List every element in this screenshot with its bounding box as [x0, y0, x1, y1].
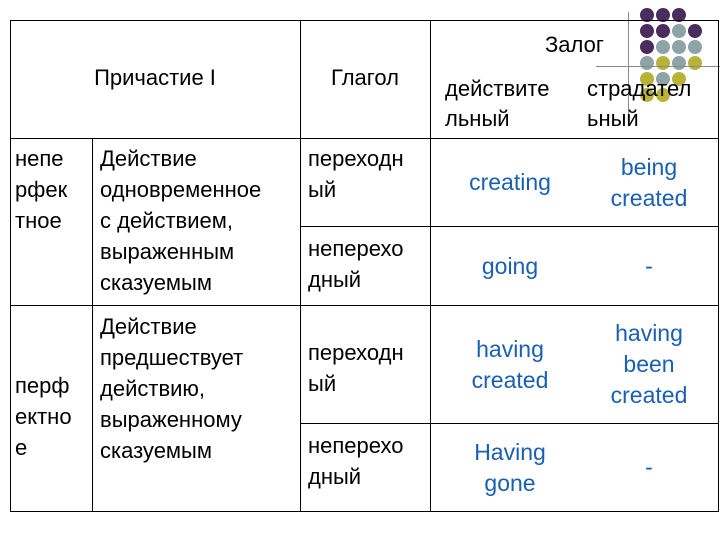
voice-header: Залог	[545, 32, 604, 57]
aspect-perfective-line2: ектно	[15, 404, 72, 429]
dot	[688, 56, 702, 70]
transitive-label: ый	[308, 371, 337, 396]
passive-voice-header-line2: ьный	[587, 106, 639, 131]
aspect-imperfective-line3: тное	[15, 208, 62, 233]
dot	[688, 24, 702, 38]
dot	[640, 24, 654, 38]
dot	[672, 56, 686, 70]
verb-col-divider	[300, 20, 301, 512]
form-being-created: being created	[610, 153, 688, 211]
border-left	[10, 20, 11, 512]
dot	[656, 56, 670, 70]
dot	[672, 40, 686, 54]
description-line: действию,	[100, 376, 206, 401]
intransitive-label: неперехо	[308, 236, 404, 261]
aspect-col-divider	[92, 138, 93, 512]
form-empty-dash: -	[645, 252, 653, 279]
passive-voice-header-line1: страдател	[587, 76, 692, 101]
description-line: предшествует	[100, 345, 244, 370]
active-voice-header-line2: льный	[445, 106, 510, 131]
border-top	[10, 20, 719, 21]
transitive-label: переходн	[308, 340, 404, 365]
aspect-imperfective-line1: непе	[15, 146, 64, 171]
dot	[672, 24, 686, 38]
active-voice-header-line1: действите	[445, 76, 550, 101]
dot	[640, 56, 654, 70]
description-line: Действие	[100, 146, 197, 171]
description-line: одновременное	[100, 177, 262, 202]
aspect-perfective-line3: е	[15, 435, 28, 460]
border-right	[718, 20, 719, 512]
form-having-gone: Having gone	[474, 438, 546, 496]
form-having-been-created: having been created	[610, 320, 688, 408]
decorative-hline	[596, 66, 720, 67]
aspect-imperfective-line2: рфек	[15, 177, 68, 202]
verb-header: Глагол	[331, 65, 399, 90]
dot	[656, 40, 670, 54]
description-line: с действием,	[100, 208, 233, 233]
dot	[688, 40, 702, 54]
intransitive-label: дный	[308, 267, 362, 292]
transitive-label: переходн	[308, 146, 404, 171]
form-having-created: having created	[471, 335, 549, 393]
form-going: going	[481, 252, 539, 279]
dot	[656, 24, 670, 38]
dot	[640, 40, 654, 54]
description-line: выраженному	[100, 407, 242, 432]
aspect-perfective-line1: перф	[15, 373, 70, 398]
intransitive-label: дный	[308, 464, 362, 489]
form-creating: creating	[469, 169, 551, 195]
description-line: Действие	[100, 314, 197, 339]
description-line: сказуемым	[100, 270, 212, 295]
transitive-label: ый	[308, 177, 337, 202]
description-line: выраженным	[100, 239, 235, 264]
form-empty-dash: -	[645, 454, 653, 480]
border-bottom	[10, 511, 719, 512]
participle-header: Причастие I	[94, 65, 216, 90]
intransitive-label: неперехо	[308, 433, 404, 458]
description-line: сказуемым	[100, 438, 212, 463]
